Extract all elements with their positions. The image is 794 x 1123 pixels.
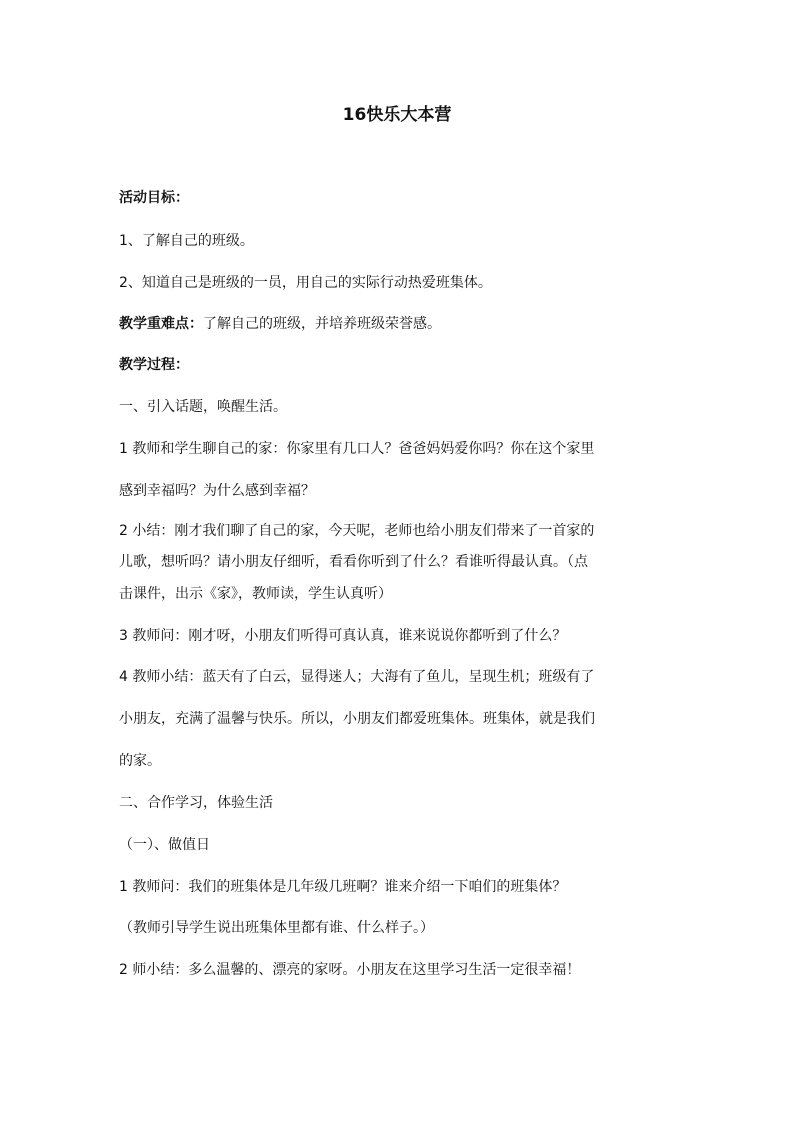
paragraph-1-line-1: 1 教师和学生聊自己的家：你家里有几口人？爸爸妈妈爱你吗？你在这个家里 <box>119 441 595 457</box>
paragraph-1-line-2: 感到幸福吗？为什么感到幸福？ <box>119 483 315 499</box>
key-points-label: 教学重难点： <box>119 316 203 332</box>
question-2-line-1: 2 师小结：多么温馨的、漂亮的家呀。小朋友在这里学习生活一定很幸福！ <box>119 962 581 978</box>
question-1-line-1: 1 教师问：我们的班集体是几年级几班啊？谁来介绍一下咱们的班集体？ <box>119 879 567 895</box>
subsection-1-heading: （一）、做值日 <box>119 837 210 853</box>
key-points-paragraph <box>119 314 679 334</box>
paragraph-4-line-2: 小朋友，充满了温馨与快乐。所以，小朋友们都爱班集体。班集体，就是我们 <box>119 711 595 727</box>
process-heading: 教学过程： <box>119 357 189 373</box>
objective-1: 1、了解自己的班级。 <box>119 233 254 249</box>
objective-2: 2、知道自己是班级的一员，用自己的实际行动热爱班集体。 <box>119 275 492 291</box>
paragraph-2-line-1: 2 小结：刚才我们聊了自己的家，今天呢，老师也给小朋友们带来了一首家的 <box>119 523 595 539</box>
paragraph-3-line-1: 3 教师问：刚才呀，小朋友们听得可真认真，谁来说说你都听到了什么？ <box>119 628 567 644</box>
section-2-heading: 二、合作学习，体验生活 <box>119 795 273 811</box>
paragraph-4-line-3: 的家。 <box>119 753 161 769</box>
paragraph-2-line-3: 击课件，出示《家》，教师读，学生认真听） <box>119 586 392 602</box>
key-points-text: 了解自己的班级，并培养班级荣誉感。 <box>203 316 441 332</box>
objectives-heading: 活动目标： <box>119 190 189 206</box>
paragraph-4-line-1: 4 教师小结：蓝天有了白云，显得迷人；大海有了鱼儿，呈现生机；班级有了 <box>119 669 595 685</box>
document-title: 16快乐大本营 <box>342 105 452 125</box>
paragraph-2-line-2: 儿歌，想听吗？请小朋友仔细听，看看你听到了什么？看谁听得最认真。（点 <box>119 554 588 570</box>
section-1-heading: 一、引入话题，唤醒生活。 <box>119 399 287 415</box>
question-1-note: （教师引导学生说出班集体里都有谁、什么样子。） <box>119 920 434 936</box>
